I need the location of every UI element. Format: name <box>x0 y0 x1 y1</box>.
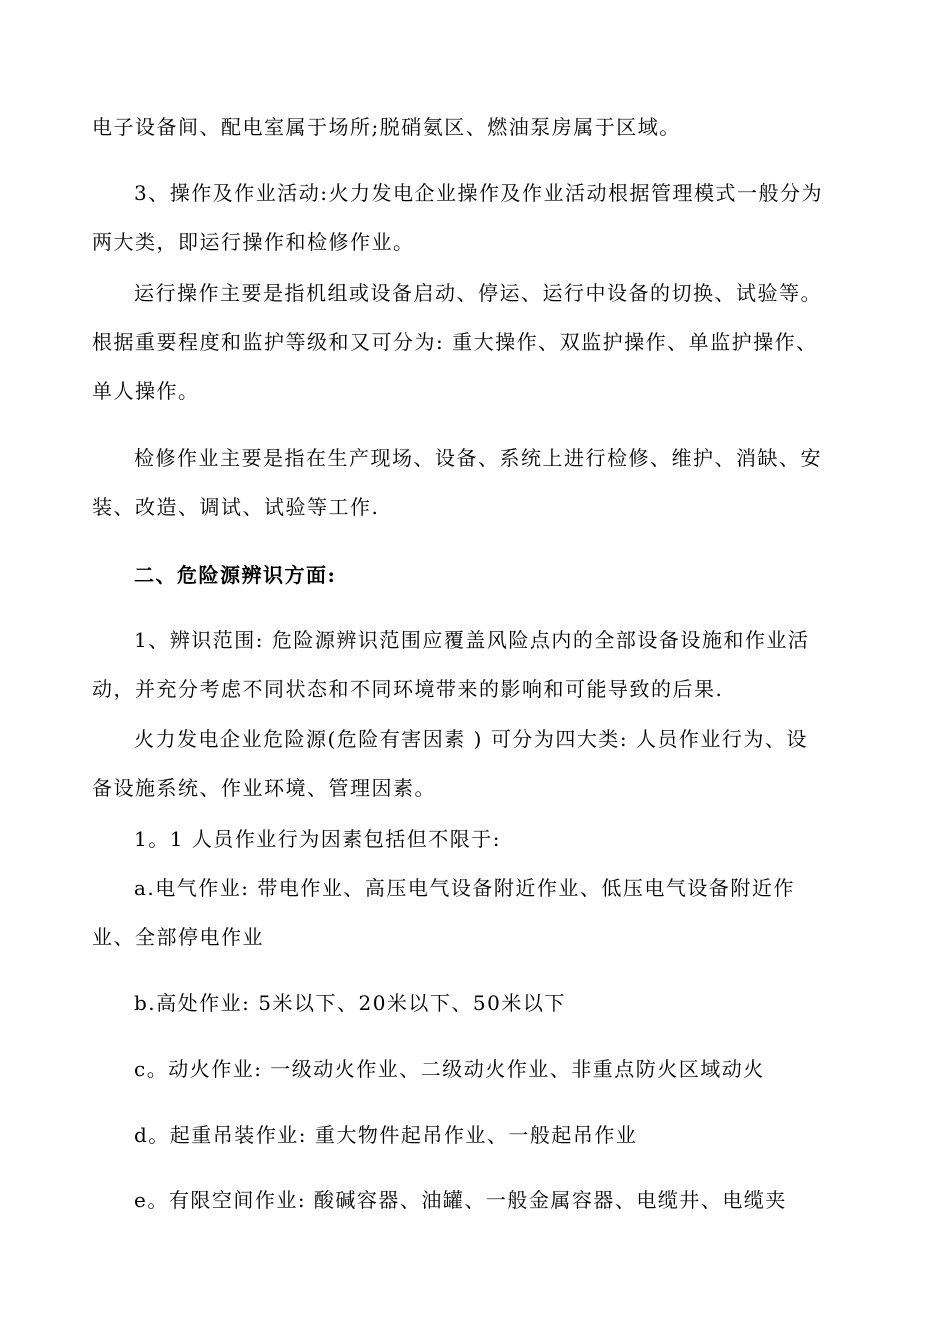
paragraph-area-classification: 电子设备间、配电室属于场所;脱硝氨区、燃油泵房属于区域。 <box>92 115 681 139</box>
list-item-hot-work: c。动火作业: 一级动火作业、二级动火作业、非重点防火区域动火 <box>134 1057 765 1081</box>
paragraph-run-operations-line1: 运行操作主要是指机组或设备启动、停运、运行中设备的切换、试验等。 <box>134 281 822 305</box>
list-item-electrical-line2: 业、全部停电作业 <box>92 925 264 949</box>
paragraph-run-operations-line3: 单人操作。 <box>92 379 200 403</box>
paragraph-scope-line2: 动，并充分考虑不同状态和不同环境带来的影响和可能导致的后果. <box>92 677 724 701</box>
paragraph-hazard-categories-line2: 备设施系统、作业环境、管理因素。 <box>92 776 436 800</box>
paragraph-personnel-factors: 1。1 人员作业行为因素包括但不限于: <box>134 827 502 851</box>
list-item-lifting: d。起重吊装作业: 重大物件起吊作业、一般起吊作业 <box>134 1123 638 1147</box>
paragraph-maintenance-line1: 检修作业主要是指在生产现场、设备、系统上进行检修、维护、消缺、安 <box>134 446 822 470</box>
paragraph-operations-heading-line2: 两大类，即运行操作和检修作业。 <box>92 230 415 254</box>
list-item-confined-space: e。有限空间作业: 酸碱容器、油罐、一般金属容器、电缆井、电缆夹 <box>134 1188 787 1212</box>
paragraph-hazard-categories-line1: 火力发电企业危险源(危险有害因素 ) 可分为四大类: 人员作业行为、设 <box>134 727 808 751</box>
list-item-electrical-line1: a.电气作业: 带电作业、高压电气设备附近作业、低压电气设备附近作 <box>134 876 795 900</box>
paragraph-maintenance-line2: 装、改造、调试、试验等工作. <box>92 495 380 519</box>
paragraph-operations-heading-line1: 3、操作及作业活动:火力发电企业操作及作业活动根据管理模式一般分为 <box>134 181 823 205</box>
paragraph-run-operations-line2: 根据重要程度和监护等级和又可分为: 重大操作、双监护操作、单监护操作、 <box>92 330 818 354</box>
section-heading-hazard-identification: 二、危险源辨识方面: <box>134 563 337 587</box>
paragraph-scope-line1: 1、辨识范围: 危险源辨识范围应覆盖风险点内的全部设备设施和作业活 <box>134 628 810 652</box>
list-item-height-work: b.高处作业: 5米以下、20米以下、50米以下 <box>134 991 566 1015</box>
